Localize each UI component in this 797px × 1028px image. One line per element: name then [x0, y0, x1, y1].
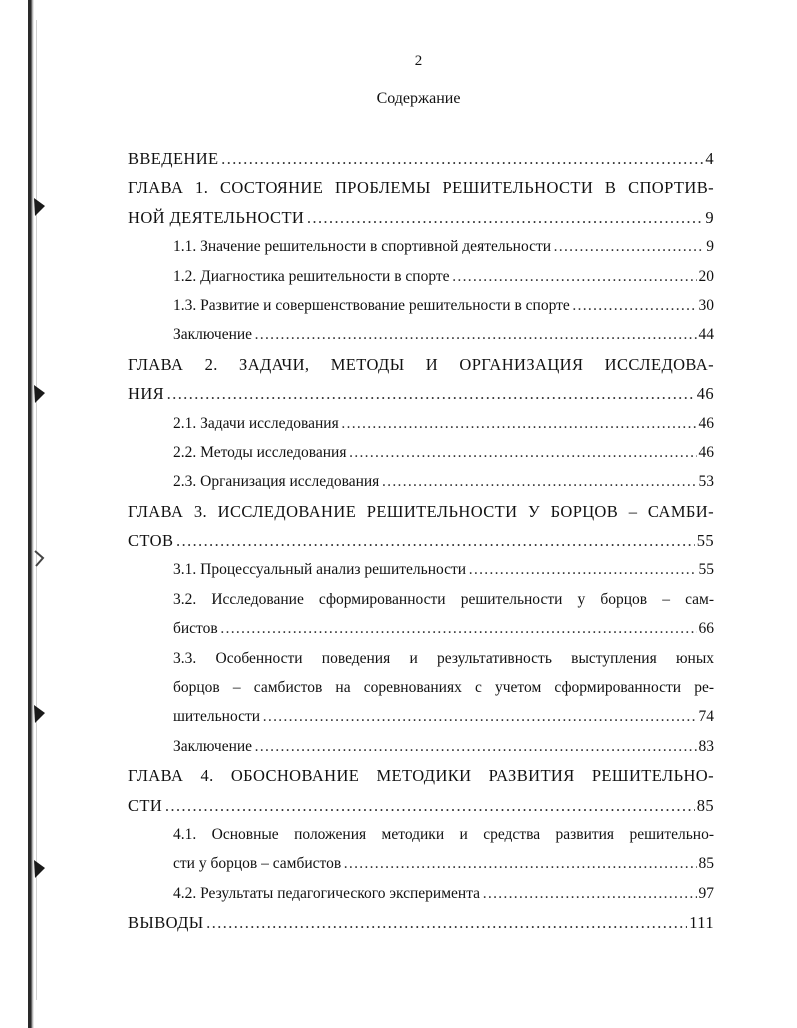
toc-entry-title: Заключение — [173, 737, 253, 755]
toc-page-number: 97 — [698, 884, 714, 902]
toc-entry[interactable] — [128, 585, 714, 644]
toc-page-number: 53 — [698, 473, 714, 491]
toc-line — [128, 409, 714, 438]
binder-clip-mark — [32, 858, 48, 880]
toc-entry-title: 4.1. Основные положения методики и средства развития решительно- — [173, 825, 714, 843]
dot-leader — [262, 702, 696, 731]
toc-entry[interactable] — [128, 144, 714, 173]
toc-entry[interactable] — [128, 732, 714, 761]
toc-page-number: 30 — [698, 296, 714, 314]
toc-line — [128, 379, 714, 408]
toc-entry-title: 2.3. Организация исследования — [173, 473, 380, 491]
dot-leader — [306, 203, 703, 232]
dot-leader — [164, 791, 694, 820]
toc-line — [128, 173, 714, 202]
toc-page-number: 4 — [705, 149, 714, 168]
toc-line — [128, 820, 714, 849]
toc-page-number: 74 — [698, 708, 714, 726]
toc-line — [128, 467, 714, 496]
toc-entry-title: ГЛАВА 1. СОСТОЯНИЕ ПРОБЛЕМЫ РЕШИТЕЛЬНОСТИ В СПОРТИВ- — [128, 178, 714, 198]
toc-line — [128, 350, 714, 379]
binder-clip-mark — [32, 383, 48, 405]
toc-entry-title: НИЯ — [128, 384, 165, 404]
toc-page-number: 111 — [689, 913, 714, 933]
toc-entry[interactable] — [128, 320, 714, 349]
toc-entry[interactable] — [128, 350, 714, 409]
toc-line — [128, 497, 714, 526]
dot-leader — [482, 879, 696, 908]
toc-entry[interactable] — [128, 908, 714, 937]
toc-entry[interactable] — [128, 438, 714, 467]
toc-page-number: 46 — [696, 384, 714, 404]
toc-entry-title: ГЛАВА 4. ОБОСНОВАНИЕ МЕТОДИКИ РАЗВИТИЯ РЕШИТЕЛЬНО- — [128, 766, 714, 786]
dot-leader — [348, 438, 696, 467]
dot-leader — [572, 291, 697, 320]
toc-entry-title: Заключение — [173, 326, 253, 344]
toc-entry[interactable] — [128, 232, 714, 261]
binder-clip-mark — [32, 196, 48, 218]
toc-entry[interactable] — [128, 555, 714, 584]
toc-line — [128, 555, 714, 584]
toc-page-number: 83 — [698, 737, 714, 755]
toc-entry[interactable] — [128, 467, 714, 496]
toc-line — [128, 291, 714, 320]
dot-leader — [452, 262, 697, 291]
toc-line — [128, 585, 714, 614]
toc-entry[interactable] — [128, 173, 714, 232]
toc-entry[interactable] — [128, 644, 714, 732]
toc-page-number: 9 — [705, 207, 714, 227]
toc-entry-title: 3.1. Процессуальный анализ решительности — [173, 561, 467, 579]
toc-entry-title: ГЛАВА 3. ИССЛЕДОВАНИЕ РЕШИТЕЛЬНОСТИ У БОРЦОВ – САМБИ- — [128, 501, 714, 521]
toc-page-number: 20 — [698, 267, 714, 285]
toc-line — [128, 761, 714, 790]
toc-line — [128, 526, 714, 555]
toc-entry-title: СТИ — [128, 795, 163, 815]
toc-page-number: 85 — [696, 795, 714, 815]
dot-leader — [166, 379, 695, 408]
dot-leader — [553, 232, 704, 261]
toc-entry-title: 1.2. Диагностика решительности в спорте — [173, 267, 450, 285]
toc-entry[interactable] — [128, 262, 714, 291]
toc-page-number: 46 — [698, 443, 714, 461]
toc-line — [128, 144, 714, 173]
binder-clip-mark — [32, 703, 48, 725]
toc-line — [128, 879, 714, 908]
toc-entry[interactable] — [128, 497, 714, 556]
toc-entry-title: СТОВ — [128, 531, 174, 551]
toc-entry-title: 1.3. Развитие и совершенствование решительности в спорте — [173, 296, 570, 314]
toc-entry-title: 3.2. Исследование сформированности решительности у борцов – сам- — [173, 590, 714, 608]
toc-page-number: 44 — [698, 326, 714, 344]
dot-leader — [221, 144, 704, 173]
dot-leader — [468, 555, 696, 584]
dot-leader — [254, 320, 696, 349]
table-of-contents — [128, 144, 714, 938]
toc-line — [128, 644, 714, 673]
scan-binding-shadow — [36, 20, 37, 1000]
dot-leader — [254, 732, 696, 761]
toc-entry-title: 3.3. Особенности поведения и результативность выступления юных — [173, 649, 714, 667]
toc-page-number: 66 — [698, 620, 714, 638]
page-number: 2 — [414, 53, 423, 69]
toc-line — [128, 614, 714, 643]
toc-entry-title: бистов — [173, 620, 218, 638]
toc-line — [128, 262, 714, 291]
toc-entry-title: ВВЕДЕНИЕ — [128, 149, 219, 168]
dot-leader — [220, 614, 697, 643]
dot-leader — [341, 409, 697, 438]
toc-entry-title: сти у борцов – самбистов — [173, 855, 342, 873]
dot-leader — [343, 849, 696, 878]
toc-page-number: 46 — [698, 414, 714, 432]
toc-page-number: 85 — [698, 855, 714, 873]
toc-line — [128, 702, 714, 731]
toc-line — [128, 791, 714, 820]
toc-line — [128, 203, 714, 232]
toc-entry-title: 4.2. Результаты педагогического эксперимента — [173, 884, 481, 902]
toc-entry[interactable] — [128, 409, 714, 438]
binder-clip-mark — [32, 548, 48, 570]
toc-line — [128, 849, 714, 878]
toc-page-number: 55 — [696, 531, 714, 551]
toc-entry-title: ВЫВОДЫ — [128, 913, 204, 933]
dot-leader — [175, 526, 694, 555]
toc-line — [128, 673, 714, 702]
dot-leader — [381, 467, 696, 496]
toc-page-number: 55 — [698, 561, 714, 579]
toc-entry-title: борцов – самбистов на соревнованиях с учетом сформированности ре- — [173, 679, 714, 697]
toc-entry[interactable] — [128, 820, 714, 879]
toc-line — [128, 438, 714, 467]
toc-entry-title: 2.2. Методы исследования — [173, 443, 347, 461]
toc-entry[interactable] — [128, 291, 714, 320]
toc-line — [128, 732, 714, 761]
dot-leader — [206, 908, 688, 937]
toc-entry[interactable] — [128, 879, 714, 908]
toc-line — [128, 232, 714, 261]
toc-entry-title: НОЙ ДЕЯТЕЛЬНОСТИ — [128, 207, 305, 227]
toc-line — [128, 908, 714, 937]
toc-entry-title: 2.1. Задачи исследования — [173, 414, 339, 432]
page-title: Содержание — [376, 90, 461, 107]
toc-entry[interactable] — [128, 761, 714, 820]
toc-entry-title: 1.1. Значение решительности в спортивной деятельности — [173, 238, 552, 256]
toc-line — [128, 320, 714, 349]
toc-entry-title: шительности — [173, 708, 261, 726]
toc-page-number: 9 — [706, 238, 714, 256]
toc-entry-title: ГЛАВА 2. ЗАДАЧИ, МЕТОДЫ И ОРГАНИЗАЦИЯ ИССЛЕДОВА- — [128, 354, 714, 374]
